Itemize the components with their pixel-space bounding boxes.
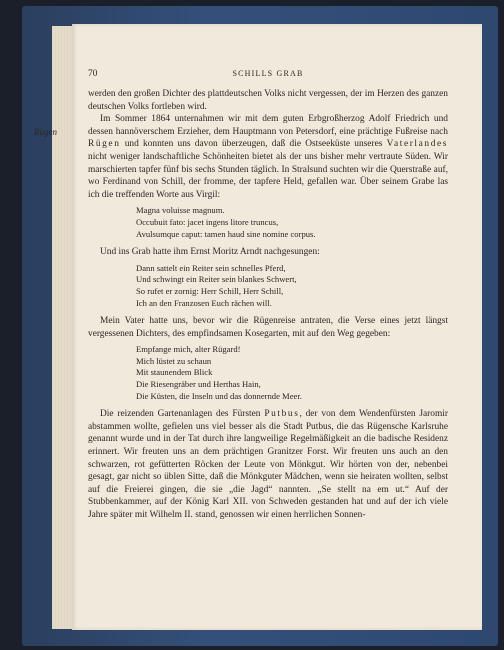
verse-line: Occubuit fato: jacet ingens litore truncus, xyxy=(136,216,279,227)
paragraph-5 xyxy=(88,408,448,521)
paragraph-4: Mein Vater hatte uns, bevor wir die Rügenreise antraten, die Verse eines jetzt längst vergessenen Dichters, des empfindsamen Kosegarten, mit auf den Weg gegeben: xyxy=(88,316,448,339)
paragraph-2-part-b: und konnten uns davon überzeugen, daß die Ostseeküste unseres xyxy=(120,139,387,150)
place-rugen: Rügen xyxy=(88,139,121,150)
verse-line: Mit staunendem Blick xyxy=(136,367,213,378)
verse-latin xyxy=(136,205,448,240)
verse-line: Die Riesengräber und Herthas Hain, xyxy=(136,379,261,390)
verse-line: Und schwingt ein Reiter sein blankes Schwert, xyxy=(136,274,297,285)
paragraph-5-part-a: Die reizenden Gartenanlagen des Fürsten xyxy=(100,409,265,420)
word-vaterlandes: Vaterlandes xyxy=(386,139,448,150)
verse-line: Empfange mich, alter Rügard! xyxy=(136,344,241,355)
paragraph-1: werden den großen Dichter des plattdeutschen Volks nicht vergessen, der im Herzen des ganzen deutschen Volks fortleben wird. xyxy=(88,89,448,112)
margin-note: Rügen xyxy=(34,127,57,137)
verse-line: So rufet er zornig: Herr Schill, Herr Schill, xyxy=(136,285,284,296)
verse-line: Avulsumque caput: tamen haud sine nomine corpus. xyxy=(136,228,316,239)
paragraph-2-part-a: Im Sommer 1864 unternahmen wir mit dem guten Erbgroßherzog Adolf Friedrich und dessen hannöverschem Erzieher, dem Hauptmann von Petersdorf, eine prächtige Fußreise nach xyxy=(88,114,448,137)
verse-line: Magna voluisse magnum. xyxy=(136,205,225,216)
name-putbus: Putbus xyxy=(264,409,300,420)
running-title: SCHILLS GRAB xyxy=(232,69,304,78)
paragraph-2 xyxy=(88,113,448,201)
page-header xyxy=(88,68,448,88)
paragraph-3: Und ins Grab hatte ihm Ernst Moritz Arndt nachgesungen: xyxy=(100,247,320,258)
paragraph-5-part-b: , der von dem Wendenfürsten Jaromir abstammen wollte, gefielen uns viel besser als die Stadt Putbus, die das Rügensche Karlsruhe genannt wurde und in der Tat durch ihre langweilige Regelmäßigkeit an die badische Residenz erinnert. Wir freuten uns an dem prächtigen Granitzer Forst. Wir freuten uns auch an den schwarzen, rot gefütterten Röcken der Leute von Mönkgut. Wir hörten von der, nebenbei gesagt, gar nicht so üblen Sitte, daß die Mönkguter Mädchen, wenn sie heiraten wollten, selbst auf die Freierei gingen, die sie „die Jagd“ nannten. „Se stellt na em ut.“ Auf der Stubbenkammer, auf der König Karl XII. von Schweden gestanden hat und auf der ich viele Jahre später mit Wilhelm II. stand, genossen wir einen herrlichen Sonnen- xyxy=(88,409,449,520)
page-number: 70 xyxy=(88,69,98,79)
verse-kosegarten xyxy=(136,344,448,402)
verse-line: Die Küsten, die Inseln und das donnernde Meer. xyxy=(136,390,302,401)
paragraph-2-part-c: nicht weniger landschaftliche Schönheiten bietet als der uns bisher mehr vertraute Süden. Wir marschierten tapfer fünf bis sechs Stunden täglich. In Stralsund suchten wir die Querstraße auf, wo Ferdinand von Schill, der fromme, der tapfere Held, gefallen war. Über seinem Grabe las ich die treffenden Worte aus Virgil: xyxy=(88,151,448,200)
verse-line: Dann sattelt ein Reiter sein schnelles Pferd, xyxy=(136,262,286,273)
page-text xyxy=(88,68,448,522)
verse-line: Ich an den Franzosen Euch rächen will. xyxy=(136,297,272,308)
verse-line: Mich lüstet zu schaun xyxy=(136,355,212,366)
verse-arndt xyxy=(136,263,448,309)
